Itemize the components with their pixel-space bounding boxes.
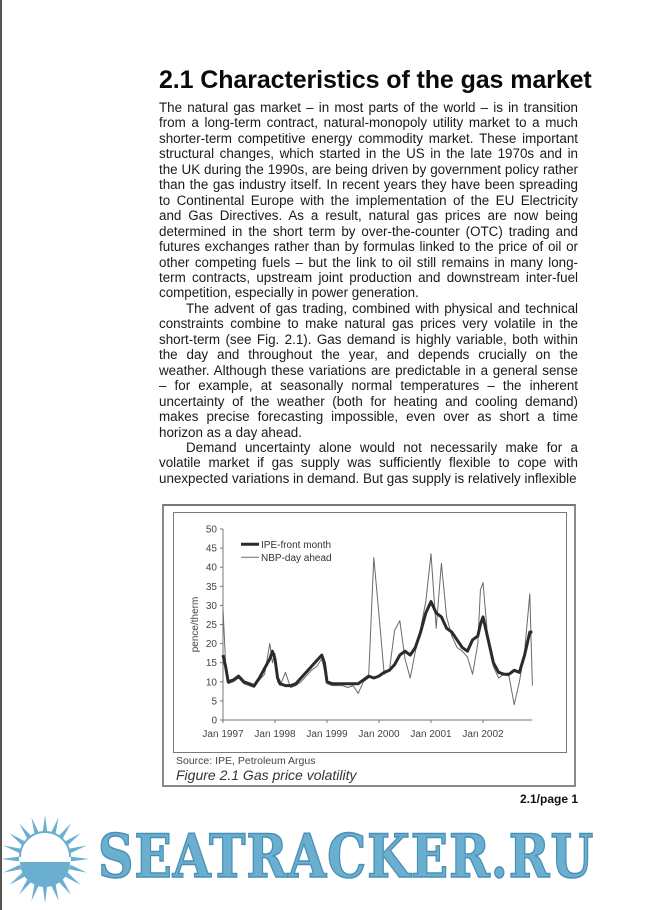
legend-label: IPE-front month: [261, 539, 332, 551]
paragraph-2: The advent of gas trading, combined with physical and technical constraints combine to make natural gas prices very volatile in the short-term (see Fig. 2.1). Gas demand is highly variable, both within the day and throughout the year, and depends crucially on the weather. Although these variations are predictable in a general sense – for example, at seasonally normal temperatures – the inherent uncertainty of the weather (both for heating and cooling demand) makes precise forecasting impossible, even over as short a time horizon as a day ahead.: [159, 300, 578, 440]
line-chart: [174, 513, 568, 754]
x-tick-label: Jan 2000: [358, 729, 400, 740]
y-tick-label: 0: [211, 715, 217, 727]
figure-caption: Figure 2.1 Gas price volatility: [176, 767, 357, 783]
y-tick-label: 40: [205, 562, 217, 574]
y-tick-label: 10: [205, 677, 217, 689]
x-tick-label: Jan 1999: [306, 729, 348, 740]
sun-logo-icon: [0, 810, 100, 910]
y-tick-label: 20: [205, 639, 217, 651]
y-tick-label: 50: [205, 524, 217, 536]
legend-label: NBP-day ahead: [261, 552, 332, 564]
figure-gas-price-volatility: [162, 504, 576, 787]
y-tick-label: 35: [205, 581, 217, 593]
chart-area: [173, 512, 567, 753]
page-left-border: [0, 0, 2, 910]
section-heading: 2.1 Characteristics of the gas market: [159, 66, 592, 94]
y-tick-label: 25: [205, 620, 217, 631]
y-tick-label: 30: [205, 600, 217, 612]
watermark-text: SEATRACKER.RU: [98, 822, 595, 892]
y-tick-label: 15: [205, 658, 217, 670]
x-tick-label: Jan 1998: [254, 729, 296, 740]
paragraph-3: Demand uncertainty alone would not necessarily make for a volatile market if gas supply was sufficiently flexible to cope with unexpected variations in demand. But gas supply is relatively inflexible: [159, 439, 578, 486]
y-axis-label: pence/therm: [190, 596, 201, 653]
x-tick-label: Jan 2001: [410, 729, 452, 740]
body-text: [159, 100, 578, 486]
x-tick-label: Jan 1997: [202, 729, 244, 740]
x-tick-label: Jan 2002: [462, 729, 504, 740]
y-tick-label: 45: [205, 543, 217, 555]
figure-source: Source: IPE, Petroleum Argus: [176, 755, 316, 767]
paragraph-1: The natural gas market – in most parts of the world – is in transition from a long-term contract, natural-monopoly utility market to a much shorter-term competitive energy commodity market. These important structural changes, which started in the US in the late 1970s and in the UK during the 1990s, are being driven by government policy rather than the gas industry itself. In recent years they have been spreading to Continental Europe with the implementation of the EU Electricity and Gas Directives. As a result, natural gas prices are now being determined in the short term by over-the-counter (OTC) trading and futures exchanges rather than by formulas linked to the price of oil or other competing fuels – but the link to oil still remains in many long-term contracts, upstream joint production and downstream inter-fuel competition, especially in power generation.: [159, 100, 578, 301]
y-tick-label: 5: [211, 696, 217, 708]
page-number: 2.1/page 1: [520, 792, 579, 806]
